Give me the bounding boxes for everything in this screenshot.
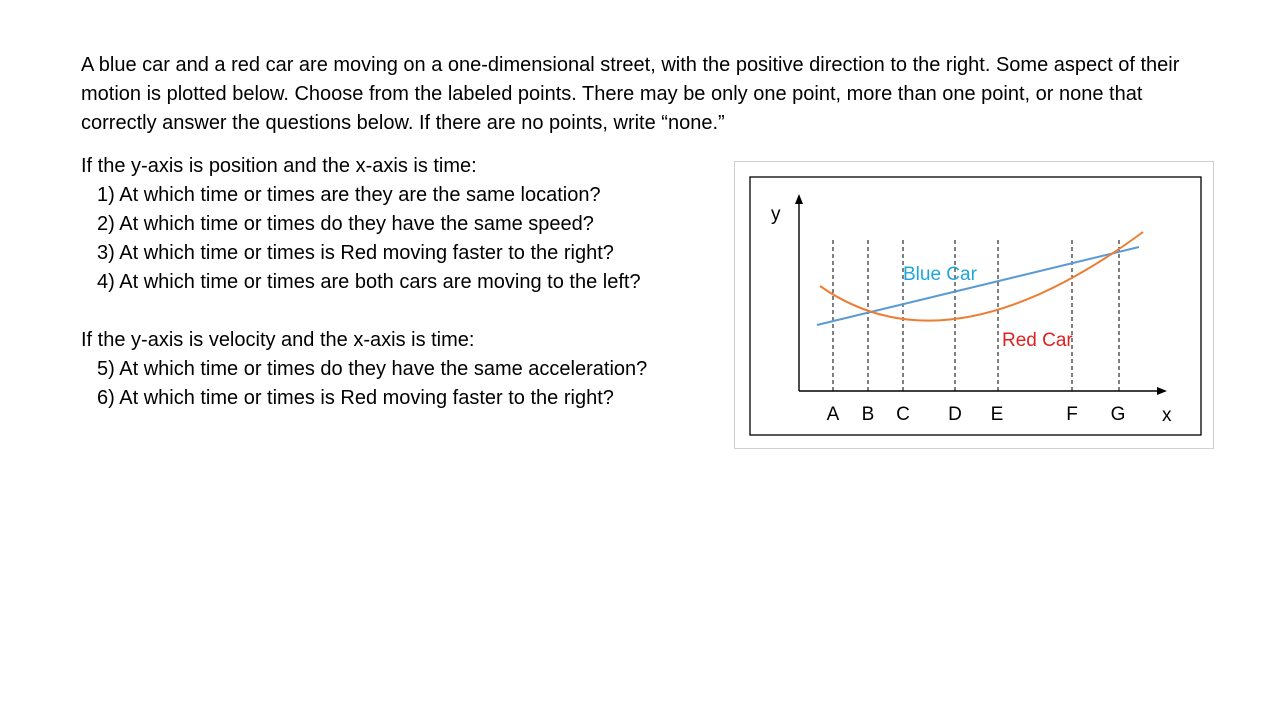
point-label-a: A [826,404,840,425]
x-axis-arrow [1157,387,1167,395]
question-3: 3) At which time or times is Red moving faster to the right? [97,242,614,264]
questions-panel [81,152,731,442]
intro-paragraph: A blue car and a red car are moving on a one-dimensional street, with the positive direction to the right. Some aspect of their motion is plotted below. Choose from the labeled points. There may be only one point, more than one point, or none that correctly answer the questions below. If there are no points, write “none.” [81,54,1180,134]
question-6: 6) At which time or times is Red moving faster to the right? [97,387,614,409]
red-car-label: Red Car [1002,330,1073,351]
point-label-f: F [1066,404,1078,425]
question-2: 2) At which time or times do they have the same speed? [97,213,594,235]
graph-svg [735,162,1213,448]
position-section [81,152,731,297]
y-axis-label: y [771,204,781,225]
question-4: 4) At which time or times are both cars are moving to the left? [97,271,641,293]
position-section-heading: If the y-axis is position and the x-axis is time: [81,155,477,177]
question-5: 5) At which time or times do they have the same acceleration? [97,358,648,380]
point-label-c: C [896,404,910,425]
x-axis-label: x [1162,405,1172,426]
graph-border [750,177,1201,435]
point-label-g: G [1110,404,1126,425]
graph-figure [734,161,1214,449]
velocity-section [81,326,731,413]
point-label-b: B [861,404,875,425]
blue-car-line [817,247,1139,325]
question-1: 1) At which time or times are they are the same location? [97,184,601,206]
point-label-e: E [990,404,1004,425]
point-label-d: D [948,404,962,425]
velocity-section-heading: If the y-axis is velocity and the x-axis is time: [81,329,475,351]
blue-car-label: Blue Car [903,264,977,285]
y-axis-arrow [795,194,803,204]
